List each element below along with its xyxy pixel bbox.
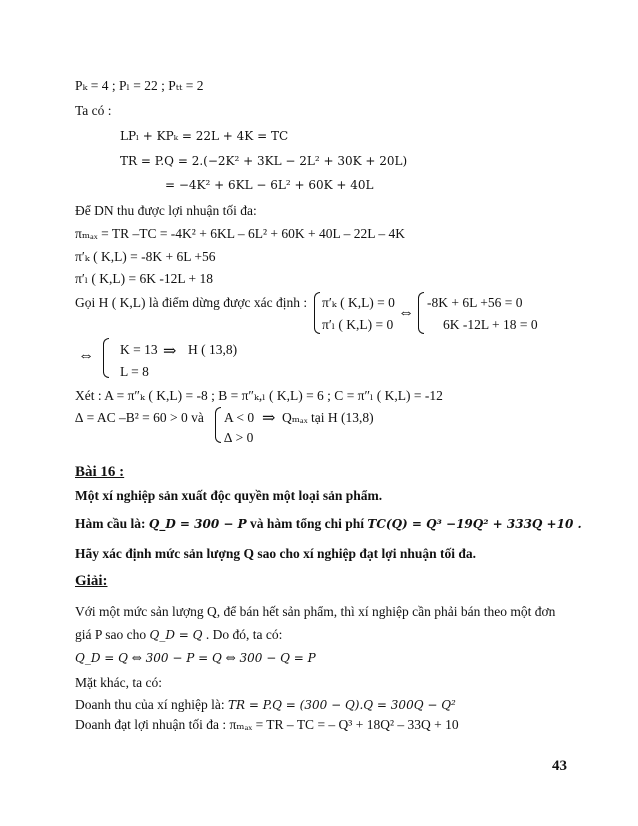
tr-equation: TR = P.Q = 2.(−2K² + 3KL − 2L² + 30K + 20L) xyxy=(120,154,408,168)
partial-k: π′ₖ ( K,L) = -8K + 6L +56 xyxy=(75,249,216,264)
delta-line: ∆ = AC –B² = 60 > 0 và xyxy=(75,410,204,425)
implies-arrow: ⇒ xyxy=(262,410,276,427)
revenue-label: Doanh thu của xí nghiệp là: xyxy=(75,697,225,712)
second-derivatives: Xét : A = π″ₖ ( K,L) = -8 ; B = π″ₖ,ₗ ( K,L) = 6 ; C = π″ₗ ( K,L) = -12 xyxy=(75,388,443,403)
point-h: H ( 13,8) xyxy=(188,342,238,357)
revenue-equation: TR = P.Q = (300 − Q).Q = 300Q − Q² xyxy=(227,698,456,712)
solution-profit: Doanh đạt lợi nhuận tối đa : πₘₐₓ = TR – TC = – Q³ + 18Q² – 33Q + 10 xyxy=(75,717,459,732)
solution-text-2 xyxy=(75,627,282,643)
solution-text-4: Mặt khác, ta có: xyxy=(75,675,162,690)
solution-revenue xyxy=(75,697,456,713)
qmax-result: Qₘₐₓ tại H (13,8) xyxy=(282,410,374,425)
system2-eq-l: 6K -12L + 18 = 0 xyxy=(443,317,538,332)
solution-l: L = 8 xyxy=(120,364,149,379)
problem-question: Hãy xác định mức sản lượng Q sao cho xí nghiệp đạt lợi nhuận tối đa. xyxy=(75,546,476,561)
prices-line: Pₖ = 4 ; Pₗ = 22 ; Pₜₜ = 2 xyxy=(75,78,204,93)
problem-statement: Một xí nghiệp sản xuất độc quyền một loại sản phẩm. xyxy=(75,488,383,503)
tr-equation-expanded: = −4K² + 6KL − 6L² + 60K + 40L xyxy=(165,178,374,192)
solution-text-2-eq: Q_D = Q xyxy=(149,628,203,642)
profit-intro: Để DN thu được lợi nhuận tối đa: xyxy=(75,203,257,218)
system1-eq-k: π′ₖ ( K,L) = 0 xyxy=(322,295,395,310)
solution-heading: Giải: xyxy=(75,573,108,589)
condition-delta: ∆ > 0 xyxy=(224,430,254,445)
taco-line: Ta có : xyxy=(75,103,112,118)
cost-label: và hàm tổng chi phí xyxy=(250,516,365,531)
equivalence-arrow: ⇔ xyxy=(398,304,414,321)
condition-brace xyxy=(215,407,221,443)
system-brace-2 xyxy=(418,292,424,334)
cost-equation: LPₗ + KPₖ = 22L + 4K = TC xyxy=(120,129,289,143)
solution-text-2-pre: giá P sao cho xyxy=(75,627,147,642)
exercise-heading: Bài 16 : xyxy=(75,464,125,480)
demand-label: Hàm cầu là: xyxy=(75,516,146,531)
solution-equivalence: Q_D = Q ⇔ 300 − P = Q ⇔ 300 − Q = P xyxy=(75,651,316,665)
system1-eq-l: π′ₗ ( K,L) = 0 xyxy=(322,317,394,332)
solution-brace xyxy=(103,338,109,378)
partial-l: π′ₗ ( K,L) = 6K -12L + 18 xyxy=(75,271,213,286)
solution-text-2-post: . Do đó, ta có: xyxy=(205,627,283,642)
equivalence-arrow: ⇔ xyxy=(78,347,94,364)
condition-a: A < 0 xyxy=(224,410,255,425)
demand-function: Q_D = 300 − P xyxy=(148,517,247,531)
system-brace-1 xyxy=(314,292,320,334)
problem-functions xyxy=(75,516,582,532)
implies-arrow: ⇒ xyxy=(163,343,177,360)
profit-max-equation: πₘₐₓ = TR –TC = -4K² + 6KL – 6L² + 60K + 40L – 22L – 4K xyxy=(75,226,405,241)
cost-function: TC(Q) = Q³ −19Q² + 333Q +10 . xyxy=(367,517,582,531)
stationary-point-intro: Gọi H ( K,L) là điểm dừng được xác định : xyxy=(75,295,308,310)
solution-k: K = 13 xyxy=(120,342,158,357)
page-number: 43 xyxy=(552,758,567,774)
solution-text-1: Với một mức sản lượng Q, để bán hết sản phẩm, thì xí nghiệp cần phải bán theo một đơn xyxy=(75,604,556,619)
system2-eq-k: -8K + 6L +56 = 0 xyxy=(427,295,523,310)
